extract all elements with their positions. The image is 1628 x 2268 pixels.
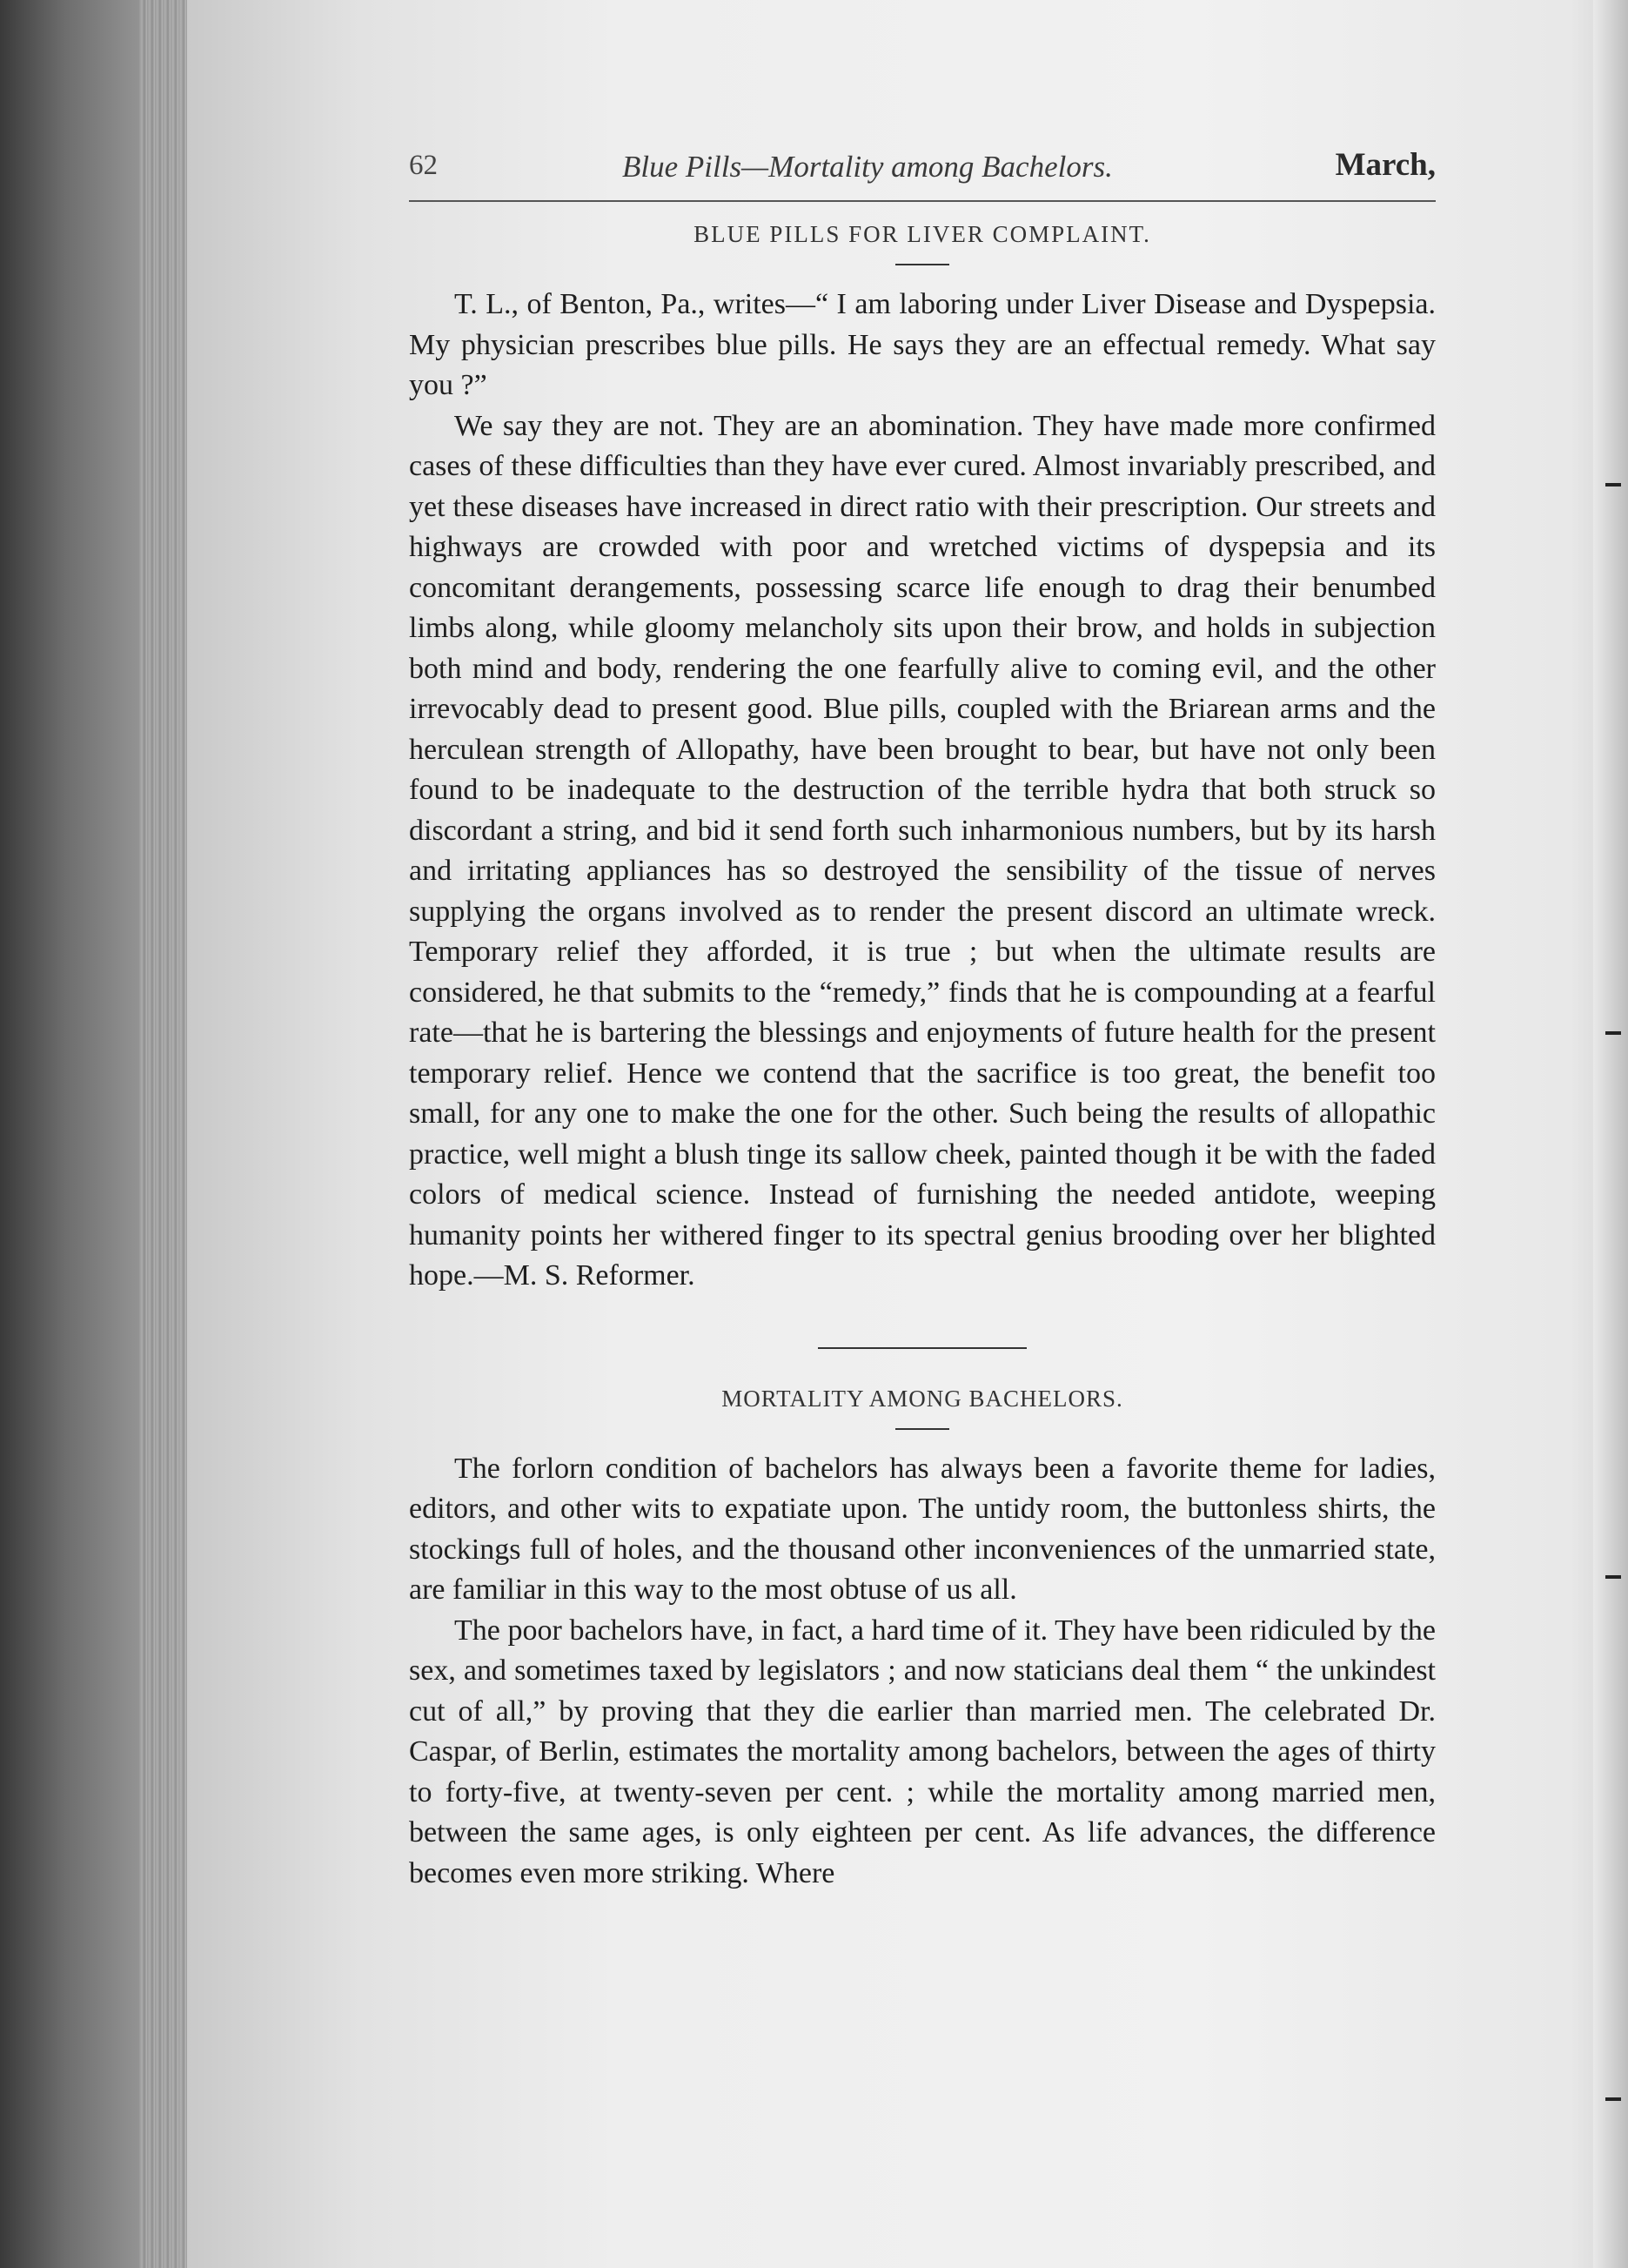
page-edges bbox=[139, 0, 191, 2268]
margin-mark bbox=[1605, 483, 1621, 486]
paragraph: We say they are not. They are an abomination. They have made more confirmed cases of these difficulties than they have ever cured. Almost invariably prescribed, and yet these diseases have increased in direct ratio with their prescription. Our streets and highways are crowded with poor and wretched victims of dyspepsia and its concomitant derangements, possessing scarce life enough to drag their benumbed limbs along, while gloomy melancholy sits upon their brow, and holds in subjection both mind and body, rendering the one fearfully alive to coming evil, and the other irrevocably dead to present good. Blue pills, coupled with the Briarean arms and the herculean strength of Allopathy, have been brought to bear, but have not only been found to be inadequate to the destruction of the terrible hydra that both struck so discordant a string, and bid it send forth such inharmonious numbers, but by its harsh and irritating appliances has so destroyed the sensibility of the tissue of nerves supplying the organs involved as to render the present discord an ultimate wreck. Temporary relief they afforded, it is true ; but when the ultimate results are considered, he that submits to the “remedy,” finds that he is compounding at a fearful rate—that he is bartering the blessings and enjoyments of future health for the present temporary relief. Hence we contend that the sacrifice is too great, the benefit too small, for any one to make the one for the other. Such being the results of allopathic practice, well might a blush tinge its sallow cheek, painted though it be with the faded colors of medical science. Instead of furnishing the needed antidote, weeping humanity points her withered finger to its spectral genius brooding over her blighted hope.—M. S. Reformer. bbox=[409, 409, 1436, 1292]
title-rule bbox=[895, 264, 949, 265]
running-title: Blue Pills—Mortality among Bachelors. bbox=[622, 150, 1113, 184]
article-title-blue-pills: BLUE PILLS FOR LIVER COMPLAINT. bbox=[693, 221, 1151, 247]
paragraph: The poor bachelors have, in fact, a hard time of it. They have been ridiculed by the sex, and sometimes taxed by legislators ; and now staticians deal them “ the unkindest cut of all,” by proving that they die earlier than married men. The celebrated Dr. Caspar, of Berlin, estimates the mortality among bachelors, between the ages of thirty to forty-five, at twenty-seven per cent. ; while the mortality among married men, between the same ages, is only eighteen per cent. As life advances, the difference becomes even more striking. Where bbox=[409, 1614, 1436, 1889]
article-title-mortality: MORTALITY AMONG BACHELORS. bbox=[721, 1385, 1123, 1412]
page-text bbox=[409, 139, 1436, 1894]
paragraph: The forlorn condition of bachelors has always been a favorite theme for ladies, editors, and other wits to expatiate upon. The untidy room, the buttonless shirts, the stockings full of holes, and the thousand other inconveniences of the unmarried state, are familiar in this way to the most obtuse of us all. bbox=[409, 1452, 1436, 1606]
section-divider bbox=[818, 1347, 1027, 1349]
running-month: March, bbox=[1335, 147, 1436, 183]
page-right-edge bbox=[1593, 0, 1628, 2268]
margin-mark bbox=[1605, 1031, 1621, 1035]
paragraph: T. L., of Benton, Pa., writes—“ I am laboring under Liver Disease and Dyspepsia. My physician prescribes blue pills. He says they are an effectual remedy. What say you ?” bbox=[409, 288, 1436, 401]
running-head bbox=[409, 139, 1436, 202]
margin-mark bbox=[1605, 1575, 1621, 1579]
page-number: 62 bbox=[409, 150, 438, 181]
title-rule bbox=[895, 1428, 949, 1430]
margin-mark bbox=[1605, 2097, 1621, 2101]
